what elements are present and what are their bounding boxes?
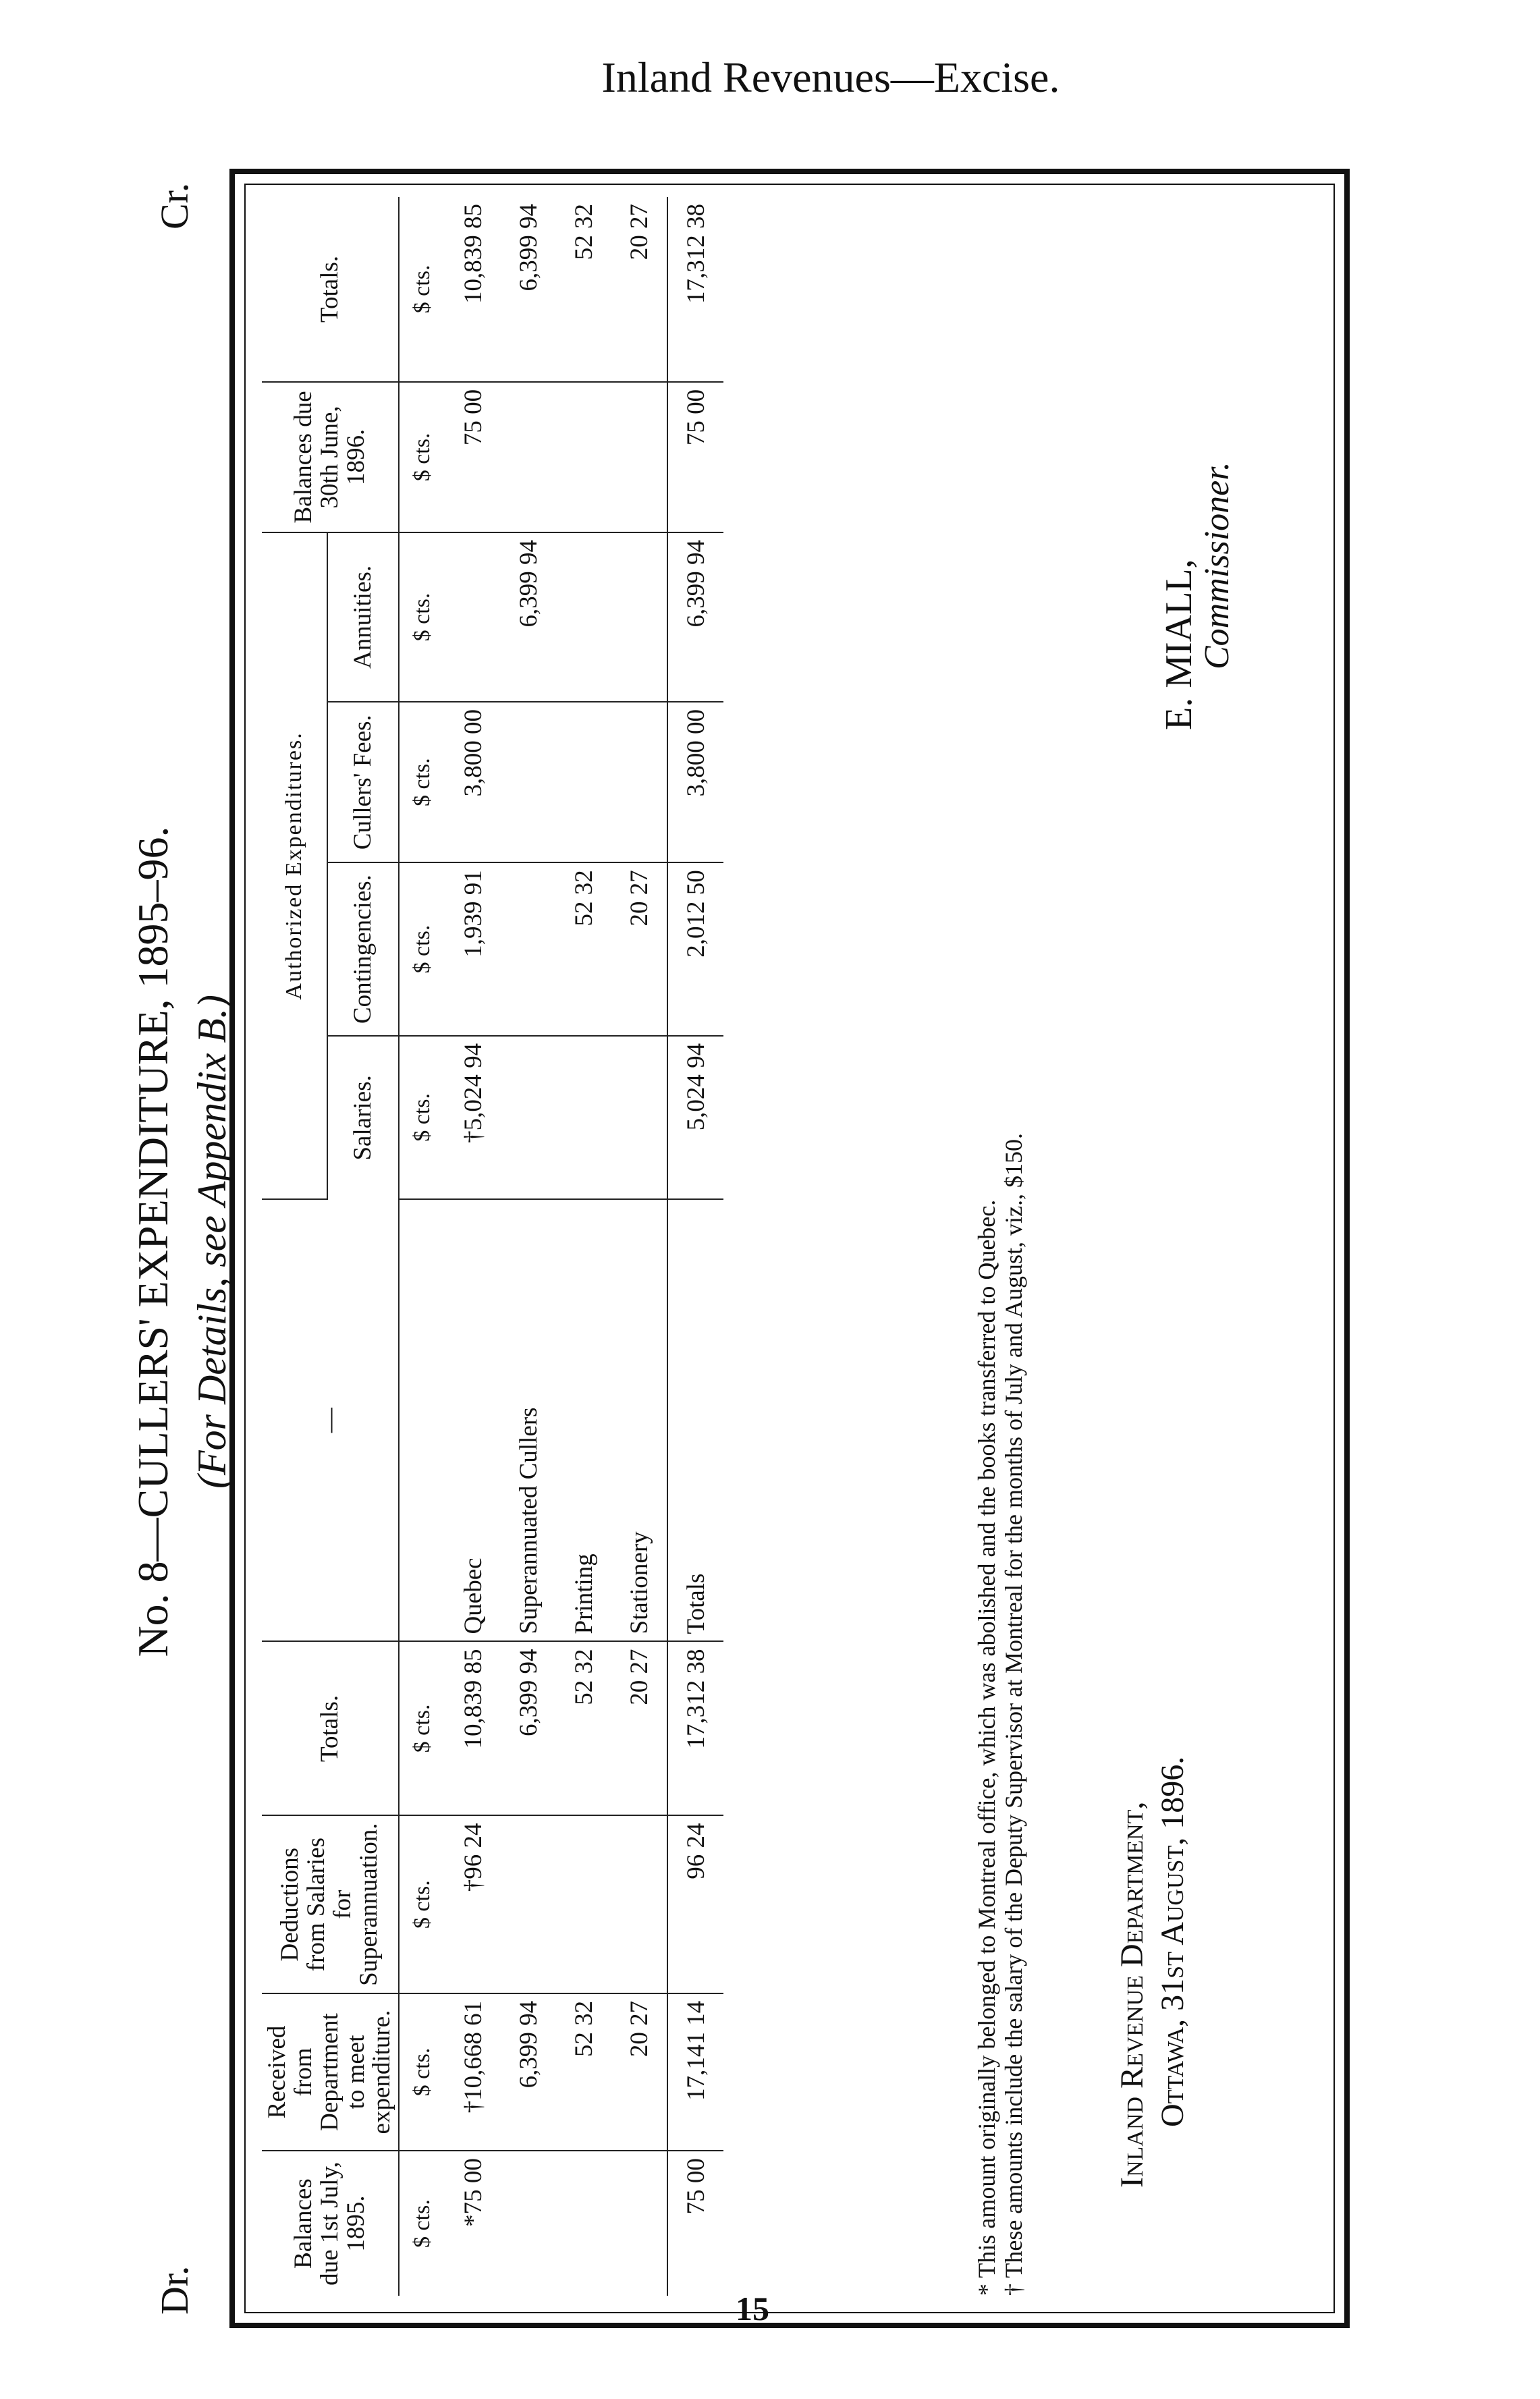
- cell-totals-left: 17,312 38: [667, 1641, 723, 1815]
- cell-description: Superannuated Cullers: [501, 1199, 556, 1642]
- unit-cell: $ cts.: [399, 862, 445, 1036]
- header-totals-right: Totals.: [262, 197, 399, 382]
- cell-contingencies: 20 27: [611, 862, 667, 1036]
- unit-cell: $ cts.: [399, 1036, 445, 1199]
- cell-deductions: 96 24: [667, 1815, 723, 1993]
- commissioner-signature: [1159, 462, 1236, 730]
- rotated-sheet: [88, 142, 1370, 2342]
- cell-cullers-fees: [611, 702, 667, 862]
- cell-salaries: [501, 1036, 556, 1199]
- cell-totals-left: 10,839 85: [445, 1641, 501, 1815]
- header-received: Received from Department to meet expenditure.: [262, 1993, 399, 2151]
- commissioner-role: Commissioner.: [1197, 462, 1236, 669]
- table-row-superannuated: [501, 197, 556, 2296]
- running-head: [0, 53, 1540, 103]
- table-row-printing: [556, 197, 611, 2296]
- cell-annuities: [611, 532, 667, 702]
- cell-received: 6,399 94: [501, 1993, 556, 2151]
- unit-cell: $ cts.: [399, 197, 445, 382]
- header-cullers-fees: Cullers' Fees.: [327, 702, 399, 862]
- cell-salaries: 5,024 94: [667, 1036, 723, 1199]
- cell-deductions: [611, 1815, 667, 1993]
- department-name: Inland Revenue Department,: [1114, 1801, 1150, 2188]
- cell-balances-june: [611, 382, 667, 532]
- cell-deductions: [556, 1815, 611, 1993]
- unit-cell: $ cts.: [410, 2199, 435, 2248]
- cell-received: †10,668 61: [445, 1993, 501, 2151]
- statement-title: No. 8—CULLERS' EXPENDITURE, 1895–96.: [129, 826, 177, 1657]
- cell-deductions: †96 24: [445, 1815, 501, 1993]
- header-contingencies: Contingencies.: [327, 862, 399, 1036]
- cell-received: 17,141 14: [667, 1993, 723, 2151]
- cell-balances-july: [501, 2151, 556, 2296]
- cell-deductions: [501, 1815, 556, 1993]
- cell-totals-left: 6,399 94: [501, 1641, 556, 1815]
- header-description: —: [262, 1199, 399, 1642]
- cell-balances-june: [501, 382, 556, 532]
- unit-cell: $ cts.: [399, 702, 445, 862]
- unit-cell: $ cts.: [399, 1815, 445, 1993]
- header-annuities: Annuities.: [327, 532, 399, 702]
- cell-balances-july: *75 00: [459, 2158, 487, 2227]
- cell-description: Quebec: [445, 1199, 501, 1642]
- cell-received: 20 27: [611, 1993, 667, 2151]
- credit-label: Cr.: [153, 182, 196, 229]
- cell-totals-right: 52 32: [556, 197, 611, 382]
- header-balances-july: Balances due 1st July, 1895.: [262, 2151, 399, 2296]
- cell-totals-right: 6,399 94: [501, 197, 556, 382]
- commissioner-name: E. MIALL,: [1158, 559, 1200, 730]
- running-head-text: Inland Revenues—Excise.: [601, 53, 1060, 101]
- unit-cell: $ cts.: [399, 382, 445, 532]
- cell-contingencies: 52 32: [556, 862, 611, 1036]
- cell-salaries: †5,024 94: [445, 1036, 501, 1199]
- cell-totals-right: 17,312 38: [667, 197, 723, 382]
- unit-cell: $ cts.: [399, 532, 445, 702]
- cell-salaries: [556, 1036, 611, 1199]
- cell-description: Totals: [667, 1199, 723, 1642]
- table-frame: [229, 169, 1350, 2328]
- unit-cell: $ cts.: [399, 1993, 445, 2151]
- cell-received: 52 32: [556, 1993, 611, 2151]
- debit-label: Dr.: [153, 2265, 196, 2315]
- cell-balances-june: 75 00: [667, 382, 723, 532]
- footnote-dagger: † These amounts include the salary of the Deputy Supervisor at Montreal for the months of July and August, viz., $150.: [999, 1132, 1027, 2296]
- cell-cullers-fees: [501, 702, 556, 862]
- department-signoff: [1112, 1757, 1193, 2188]
- cell-annuities: 6,399 94: [667, 532, 723, 702]
- cell-description: Stationery: [611, 1199, 667, 1642]
- cell-balances-june: [556, 382, 611, 532]
- cell-cullers-fees: [556, 702, 611, 862]
- cell-balances-july: [556, 2151, 611, 2296]
- header-authorized-expenditures: Authorized Expenditures.: [262, 532, 327, 1199]
- header-totals-left: Totals.: [262, 1641, 399, 1815]
- cell-totals-left: 52 32: [556, 1641, 611, 1815]
- cell-cullers-fees: 3,800 00: [667, 702, 723, 862]
- unit-cell-empty: [399, 1199, 445, 1642]
- cell-totals-right: 10,839 85: [445, 197, 501, 382]
- cell-cullers-fees: 3,800 00: [445, 702, 501, 862]
- cell-annuities: 6,399 94: [501, 532, 556, 702]
- header-salaries: Salaries.: [327, 1036, 399, 1199]
- cell-description: Printing: [556, 1199, 611, 1642]
- unit-cell: $ cts.: [399, 1641, 445, 1815]
- page-number: 15: [736, 2290, 769, 2327]
- cell-salaries: [611, 1036, 667, 1199]
- cell-contingencies: 1,939 91: [445, 862, 501, 1036]
- footnotes: [974, 1133, 1027, 2296]
- cell-contingencies: [501, 862, 556, 1036]
- expenditure-table: [262, 197, 723, 2296]
- place-and-date: Ottawa, 31st August, 1896.: [1155, 1756, 1190, 2127]
- cell-balances-july: 75 00: [667, 2151, 723, 2296]
- cell-annuities: [445, 532, 501, 702]
- cell-totals-left: 20 27: [611, 1641, 667, 1815]
- cell-balances-july: [611, 2151, 667, 2296]
- cell-balances-june: 75 00: [445, 382, 501, 532]
- cell-annuities: [556, 532, 611, 702]
- statement-subtitle: (For Details, see Appendix B.): [190, 994, 234, 1489]
- header-balances-june: Balances due 30th June, 1896.: [262, 382, 399, 532]
- cell-totals-right: 20 27: [611, 197, 667, 382]
- table-row-totals: [667, 197, 723, 2296]
- table-row-stationery: [611, 197, 667, 2296]
- cell-contingencies: 2,012 50: [667, 862, 723, 1036]
- header-deductions: Deductions from Salaries for Superannuation.: [262, 1815, 399, 1993]
- footnote-asterisk: * This amount originally belonged to Montreal office, which was abolished and the books transferred to Quebec.: [973, 1199, 1000, 2296]
- table-row-quebec: [445, 197, 501, 2296]
